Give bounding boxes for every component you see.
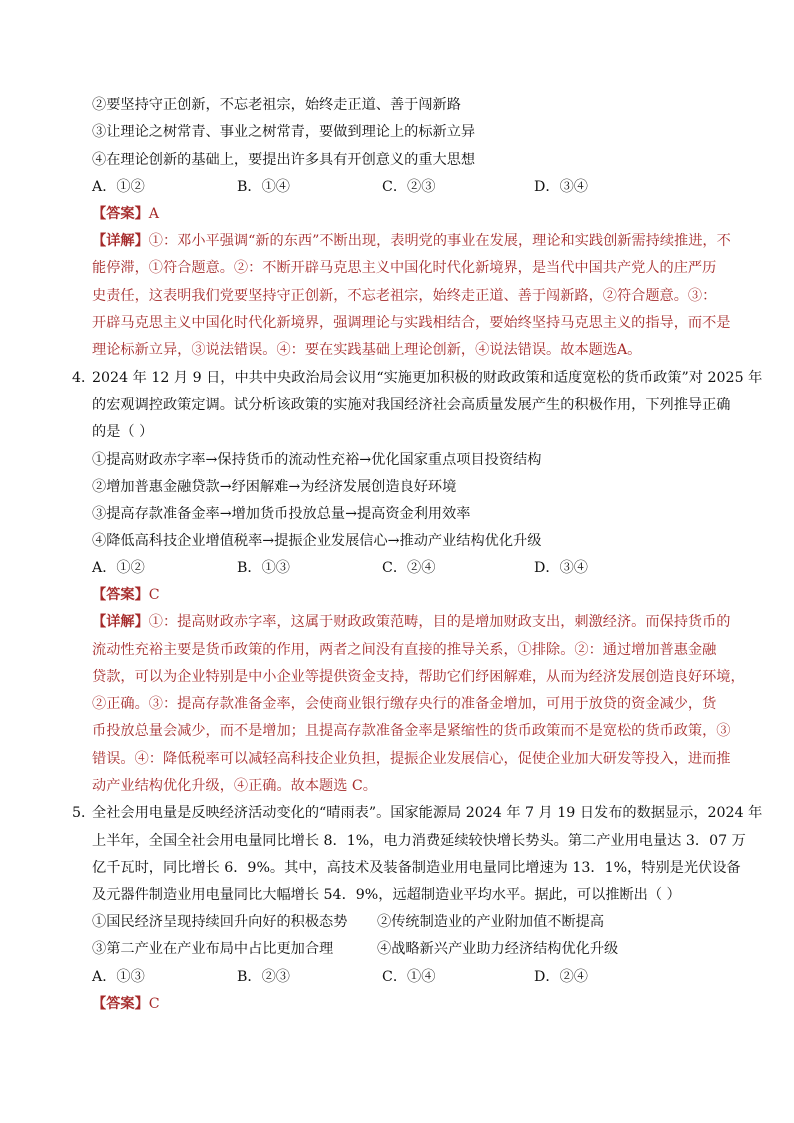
analysis-tag: 【详解】: [92, 233, 149, 249]
q3-analysis-line: 理论标新立异，③说法错误。④：要在实践基础上理论创新，④说法错误。故本题选A。: [92, 342, 642, 358]
q4-stem: 2024 年 12 月 9 日，中共中央政治局会议用“实施更加积极的财政政策和适度宽松的货币政策”对 2025 年: [92, 370, 763, 386]
q5-number: 5．: [72, 805, 96, 821]
q4-choice-4: ④降低高科技企业增值税率→提振企业发展信心→推动产业结构优化升级: [92, 533, 542, 549]
q3-option-b: B．①④: [237, 179, 290, 195]
analysis-tag: 【详解】: [92, 614, 149, 630]
q5-option-a: A．①③: [92, 969, 145, 985]
q3-analysis-line: 开辟马克思主义中国化时代化新境界，强调理论与实践相结合，要始终坚持马克思主义的指导，而不是: [92, 315, 731, 331]
q4-options: [92, 558, 712, 578]
q5-stem: 全社会用电量是反映经济活动变化的“晴雨表”。国家能源局 2024 年 7 月 19 日发布的数据显示，2024 年: [92, 805, 763, 821]
q5-choice-1: ①国民经济呈现持续回升向好的积极态势: [92, 914, 348, 930]
q5-stem: 亿千瓦时，同比增长 6．9%。其中，高技术及装备制造业用电量同比增速为 13．1%，特别是光伏设备: [92, 860, 741, 876]
q4-analysis-line: [92, 612, 730, 632]
q4-stem: 的是（ ）: [92, 424, 154, 440]
q3-analysis-line: [92, 231, 731, 251]
q4-choice-3: ③提高存款准备金率→增加货币投放总量→提高资金利用效率: [92, 506, 471, 522]
answer-tag: 【答案】: [92, 206, 149, 222]
q4-analysis-line: 流动性充裕主要是货币政策的作用，两者之间没有直接的推导关系，①排除。②：通过增加普惠金融: [92, 642, 717, 658]
q3-choice-4: ④在理论创新的基础上，要提出许多具有开创意义的重大思想: [92, 152, 476, 168]
q4-analysis-line: 动产业结构优化升级，④正确。故本题选 C。: [92, 778, 377, 794]
q4-stem: 的宏观调控政策定调。试分析该政策的实施对我国经济社会高质量发展产生的积极作用，下列推导正确: [92, 397, 731, 413]
answer-value: A: [148, 206, 160, 222]
q4-answer: [92, 585, 160, 605]
q4-option-b: B．①③: [237, 560, 290, 576]
q3-choice-2: ②要坚持守正创新，不忘老祖宗，始终走正道、善于闯新路: [92, 97, 461, 113]
q3-option-a: A．①②: [92, 179, 145, 195]
q5-choices-row: [92, 939, 712, 959]
q4-choice-2: ②增加普惠金融贷款→纾困解难→为经济发展创造良好环境: [92, 479, 457, 495]
answer-value: C: [148, 587, 160, 603]
q4-choice-1: ①提高财政赤字率→保持货币的流动性充裕→优化国家重点项目投资结构: [92, 452, 542, 468]
q5-choices-row: [92, 912, 712, 932]
q5-options: [92, 967, 712, 987]
q3-option-d: D．③④: [534, 179, 588, 195]
q4-analysis-line: 币投放总量会减少，而不是增加；且提高存款准备金率是紧缩性的货币政策而不是宽松的货币政策，③: [92, 723, 731, 739]
q5-choice-4: ④战略新兴产业助力经济结构优化升级: [377, 941, 619, 957]
q4-option-d: D．③④: [534, 560, 588, 576]
q5-stem: 及元器件制造业用电量同比大幅增长 54．9%，远超制造业平均水平。据此，可以推断出（ ）: [92, 887, 681, 903]
answer-tag: 【答案】: [92, 587, 149, 603]
q3-option-c: C．②③: [382, 179, 436, 195]
q3-answer: [92, 204, 159, 224]
q4-analysis-line: ②正确。③：提高存款准备金率，会使商业银行缴存央行的准备金增加，可用于放贷的资金减少，货: [92, 696, 717, 712]
q3-choice-3: ③让理论之树常青、事业之树常青，要做到理论上的标新立异: [92, 124, 476, 140]
q5-choice-2: ②传统制造业的产业附加值不断提高: [377, 914, 605, 930]
answer-value: C: [148, 996, 160, 1012]
q3-analysis-line: 史责任，这表明我们党要坚持守正创新，不忘老祖宗，始终走正道、善于闯新路，②符合题意。③：: [92, 288, 717, 304]
q5-option-d: D．②④: [534, 969, 588, 985]
answer-tag: 【答案】: [92, 996, 149, 1012]
analysis-text: ①：邓小平强调“新的东西”不断出现，表明党的事业在发展，理论和实践创新需持续推进，不: [148, 233, 731, 249]
q4-option-a: A．①②: [92, 560, 145, 576]
q3-options: [92, 177, 712, 197]
q5-answer: [92, 994, 160, 1014]
analysis-text: ①：提高财政赤字率，这属于财政政策范畴，目的是增加财政支出，刺激经济。而保持货币的: [148, 614, 731, 630]
q3-analysis-line: 能停滞，①符合题意。②：不断开辟马克思主义中国化时代化新境界，是当代中国共产党人的庄严历: [92, 260, 717, 276]
q4-analysis-line: 错误。④：降低税率可以减轻高科技企业负担，提振企业发展信心，促使企业加大研发等投入，进而推: [92, 751, 731, 767]
q4-option-c: C．②④: [382, 560, 436, 576]
q4-analysis-line: 贷款，可以为企业特别是中小企业等提供资金支持，帮助它们纾困解难，从而为经济发展创造良好环境，: [92, 669, 745, 685]
q5-choice-3: ③第二产业在产业布局中占比更加合理: [92, 941, 334, 957]
q5-option-b: B．②③: [237, 969, 290, 985]
q5-stem: 上半年，全国全社会用电量同比增长 8．1%，电力消费延续较快增长势头。第二产业用电量达 3．07 万: [92, 833, 746, 849]
q5-option-c: C．①④: [382, 969, 436, 985]
q4-number: 4．: [72, 370, 96, 386]
